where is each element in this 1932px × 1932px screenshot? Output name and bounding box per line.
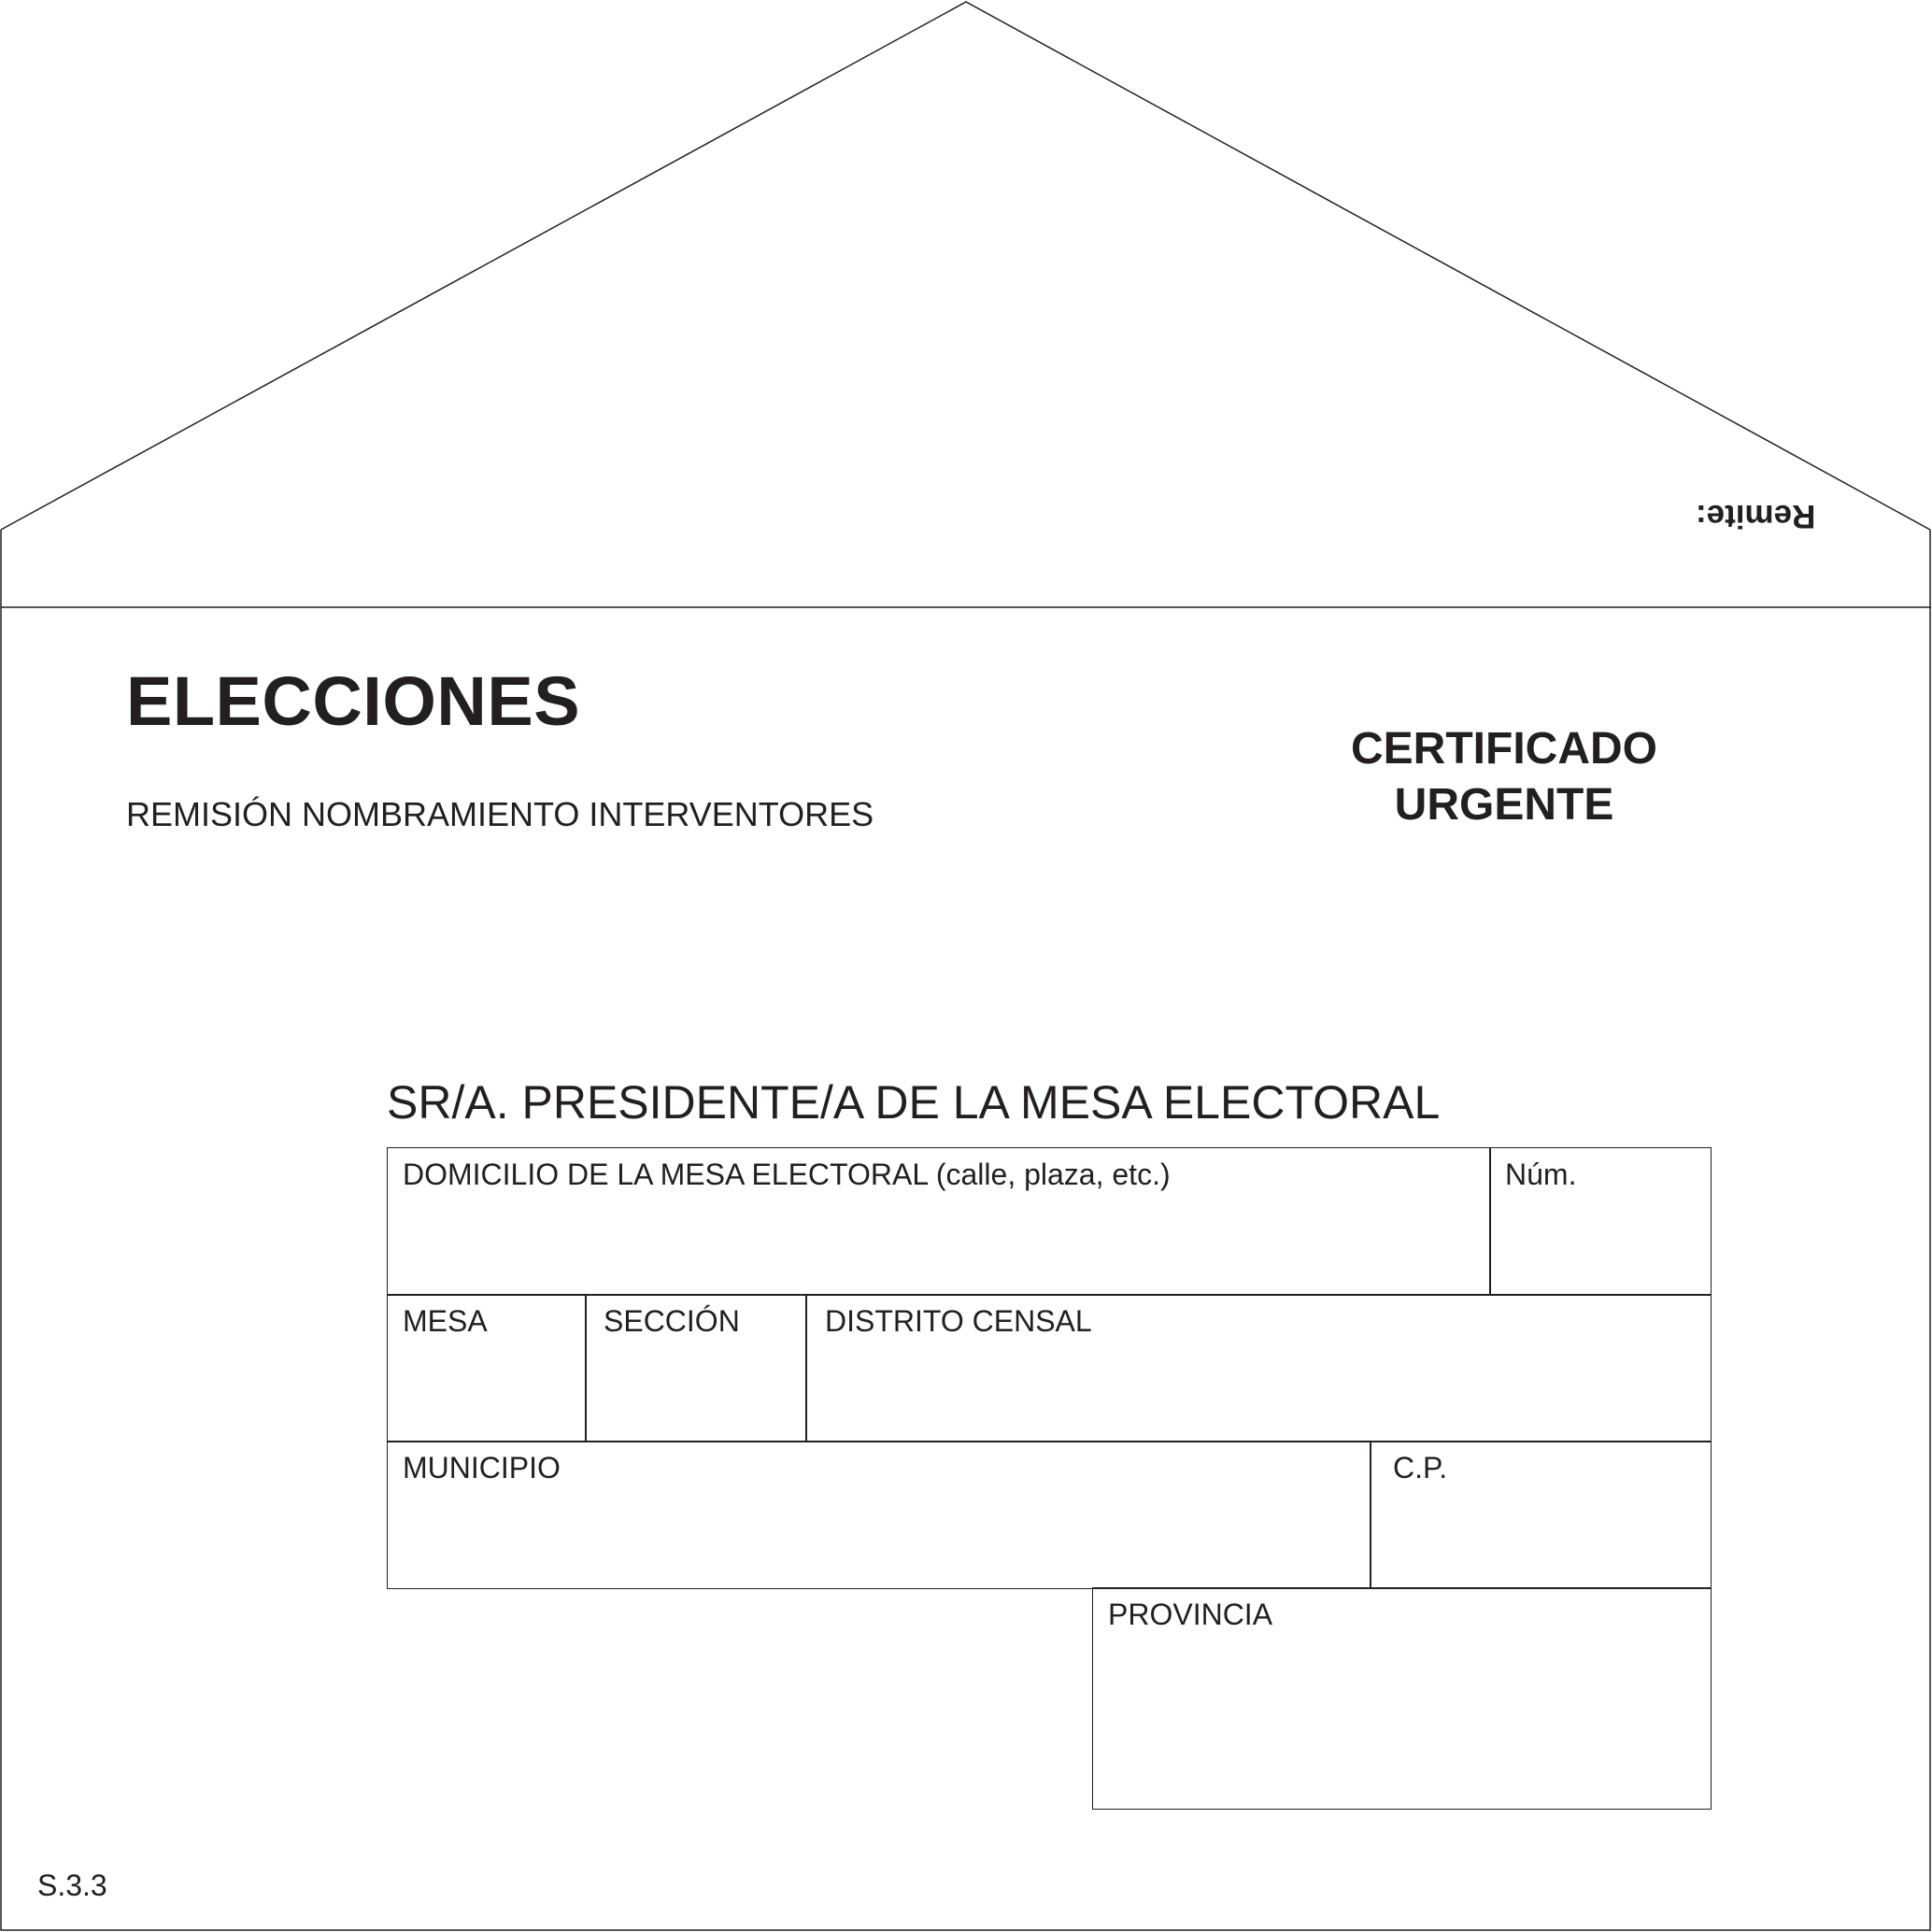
urgent-line: URGENTE (1394, 780, 1614, 830)
page-subtitle: REMISIÓN NOMBRAMIENTO INTERVENTORES (126, 795, 874, 833)
certificate-urgent-label (1317, 721, 1691, 833)
form-code: S.3.3 (37, 1868, 107, 1902)
mesa-label: MESA (403, 1304, 488, 1338)
addressee-heading: SR/A. PRESIDENTE/A DE LA MESA ELECTORAL (387, 1076, 1441, 1129)
codigo-postal-label: C.P. (1393, 1451, 1448, 1485)
seccion-label: SECCIÓN (604, 1304, 740, 1338)
certificate-line: CERTIFICADO (1351, 724, 1657, 774)
distrito-censal-field[interactable] (805, 1294, 1712, 1442)
numero-field[interactable] (1489, 1147, 1712, 1296)
provincia-field[interactable] (1092, 1587, 1712, 1810)
provincia-label: PROVINCIA (1108, 1598, 1273, 1631)
codigo-postal-field[interactable] (1370, 1441, 1712, 1589)
mesa-field[interactable] (387, 1294, 587, 1442)
distrito-censal-label: DISTRITO CENSAL (825, 1304, 1092, 1338)
envelope-flap (1, 2, 1930, 530)
domicilio-field[interactable] (387, 1147, 1491, 1296)
remite-label: Remite: (1696, 498, 1816, 534)
municipio-field[interactable] (387, 1441, 1371, 1589)
domicilio-label: DOMICILIO DE LA MESA ELECTORAL (calle, plaza, etc.) (403, 1158, 1171, 1191)
page-title: ELECCIONES (126, 662, 581, 740)
seccion-field[interactable] (585, 1294, 807, 1442)
municipio-label: MUNICIPIO (403, 1451, 561, 1485)
numero-label: Núm. (1505, 1158, 1577, 1191)
